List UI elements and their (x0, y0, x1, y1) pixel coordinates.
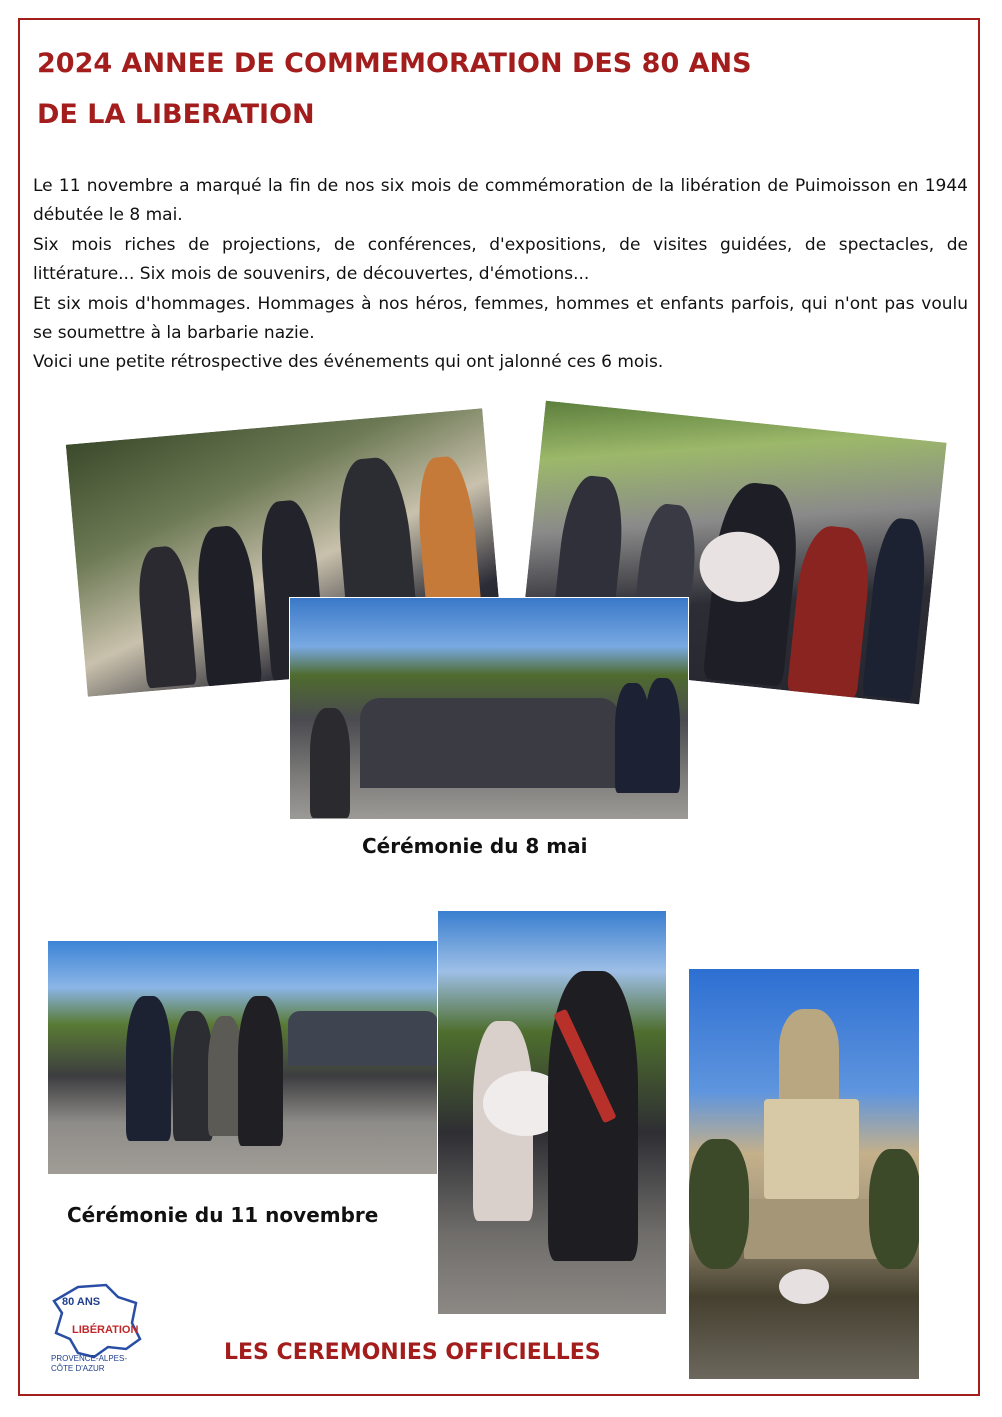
logo-text-liberation: LIBÉRATION (72, 1324, 139, 1336)
photo-crowd-may (289, 597, 689, 820)
liberation-80-logo (48, 1283, 148, 1373)
title-line-1: 2024 ANNEE DE COMMEMORATION DES 80 ANS (37, 48, 752, 79)
photo-wreath-november (437, 910, 667, 1315)
intro-paragraph-3: Et six mois d'hommages. Hommages à nos héros, femmes, hommes et enfants parfois, qui n'ont pas voulu se soumettre à la barbarie nazie. (33, 293, 968, 344)
title-line-2: DE LA LIBERATION (37, 99, 315, 130)
caption-may-ceremony: Cérémonie du 8 mai (362, 834, 588, 858)
intro-text (33, 172, 968, 378)
photo-war-memorial (688, 968, 920, 1380)
caption-november-ceremony: Cérémonie du 11 novembre (67, 1203, 379, 1227)
france-map-icon (48, 1283, 148, 1373)
intro-paragraph-4: Voici une petite rétrospective des événements qui ont jalonné ces 6 mois. (33, 352, 664, 373)
intro-paragraph-1: Le 11 novembre a marqué la fin de nos six mois de commémoration de la libération de Puimoisson en 1944 débutée le 8 mai. (33, 176, 968, 226)
footer-title: LES CEREMONIES OFFICIELLES (224, 1340, 601, 1365)
page-title (37, 38, 937, 140)
logo-text-80-ans: 80 ANS (62, 1296, 101, 1308)
intro-paragraph-2: Six mois riches de projections, de conférences, d'expositions, de visites guidées, de spectacles, de littérature... Six mois de souvenirs, de découvertes, d'émotions... (33, 234, 968, 285)
logo-text-region-2: CÔTE D'AZUR (51, 1364, 105, 1373)
photo-procession-november (47, 940, 439, 1175)
logo-text-region-1: PROVENCE-ALPES- (51, 1354, 128, 1363)
